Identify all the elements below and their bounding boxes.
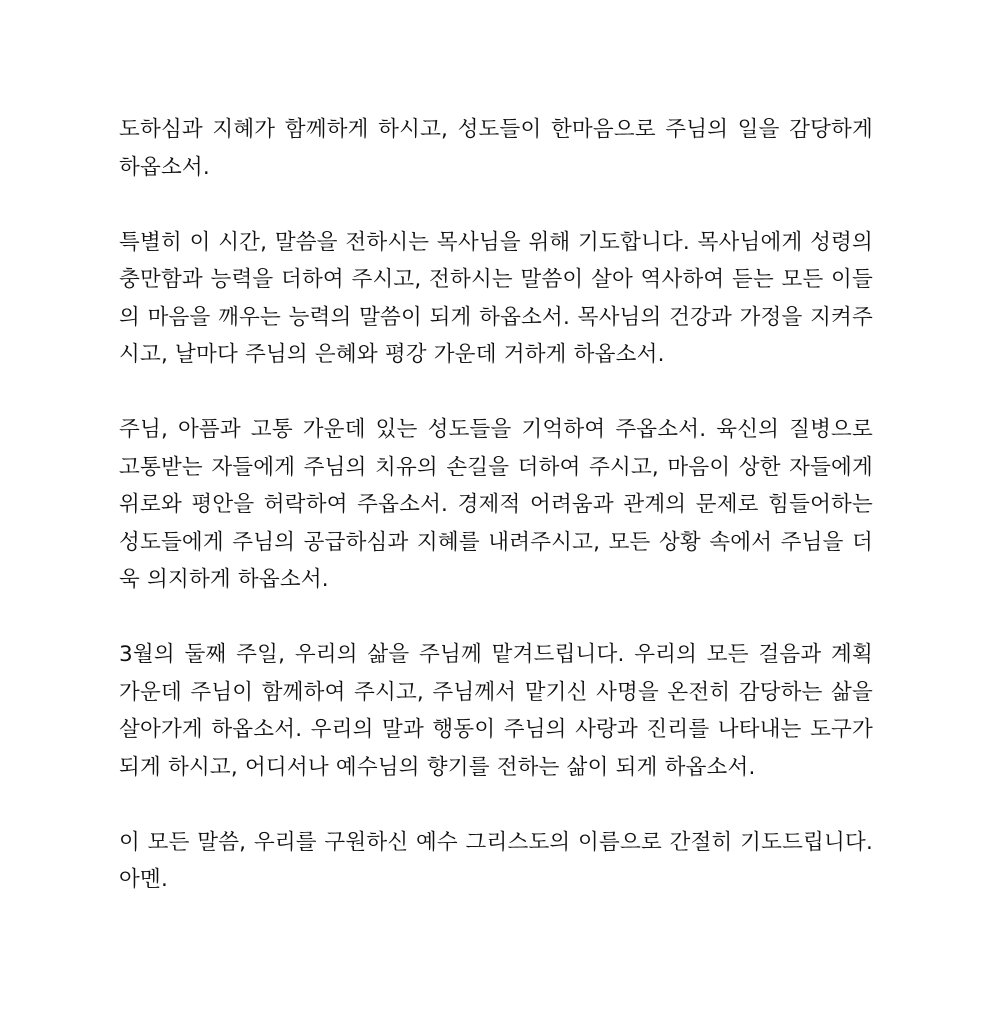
paragraph-healing-prayer: 주님, 아픔과 고통 가운데 있는 성도들을 기억하여 주옵소서. 육신의 질병으로 고통받는 자들에게 주님의 치유의 손길을 더하여 주시고, 마음이 상한 자들에게 위로와 평안을 허락하여 주옵소서. 경제적 어려움과 관계의 문제로 힘들어하는 성도들에게 주님의 공급하심과 지혜를 내려주시고, 모든 상황 속에서 주님을 더욱 의지하게 하옵소서. [119, 417, 873, 592]
paragraph-ministry-blessing: 도하심과 지혜가 함께하게 하시고, 성도들이 한마음으로 주님의 일을 감당하게 하옵소서. [119, 117, 873, 180]
paragraph-closing-amen: 이 모든 말씀, 우리를 구원하신 예수 그리스도의 이름으로 간절히 기도드립니다. 아멘. [119, 829, 873, 892]
document-page [119, 111, 873, 899]
paragraph-sunday-dedication: 3월의 둘째 주일, 우리의 삶을 주님께 맡겨드립니다. 우리의 모든 걸음과 계획 가운데 주님이 함께하여 주시고, 주님께서 맡기신 사명을 온전히 감당하는 삶을 살아가게 하옵소서. 우리의 말과 행동이 주님의 사랑과 진리를 나타내는 도구가 되게 하시고, 어디서나 예수님의 향기를 전하는 삶이 되게 하옵소서. [119, 642, 873, 780]
paragraph-pastor-prayer: 특별히 이 시간, 말씀을 전하시는 목사님을 위해 기도합니다. 목사님에게 성령의 충만함과 능력을 더하여 주시고, 전하시는 말씀이 살아 역사하여 듣는 모든 이들의 마음을 깨우는 능력의 말씀이 되게 하옵소서. 목사님의 건강과 가정을 지켜주시고, 날마다 주님의 은혜와 평강 가운데 거하게 하옵소서. [119, 229, 873, 367]
